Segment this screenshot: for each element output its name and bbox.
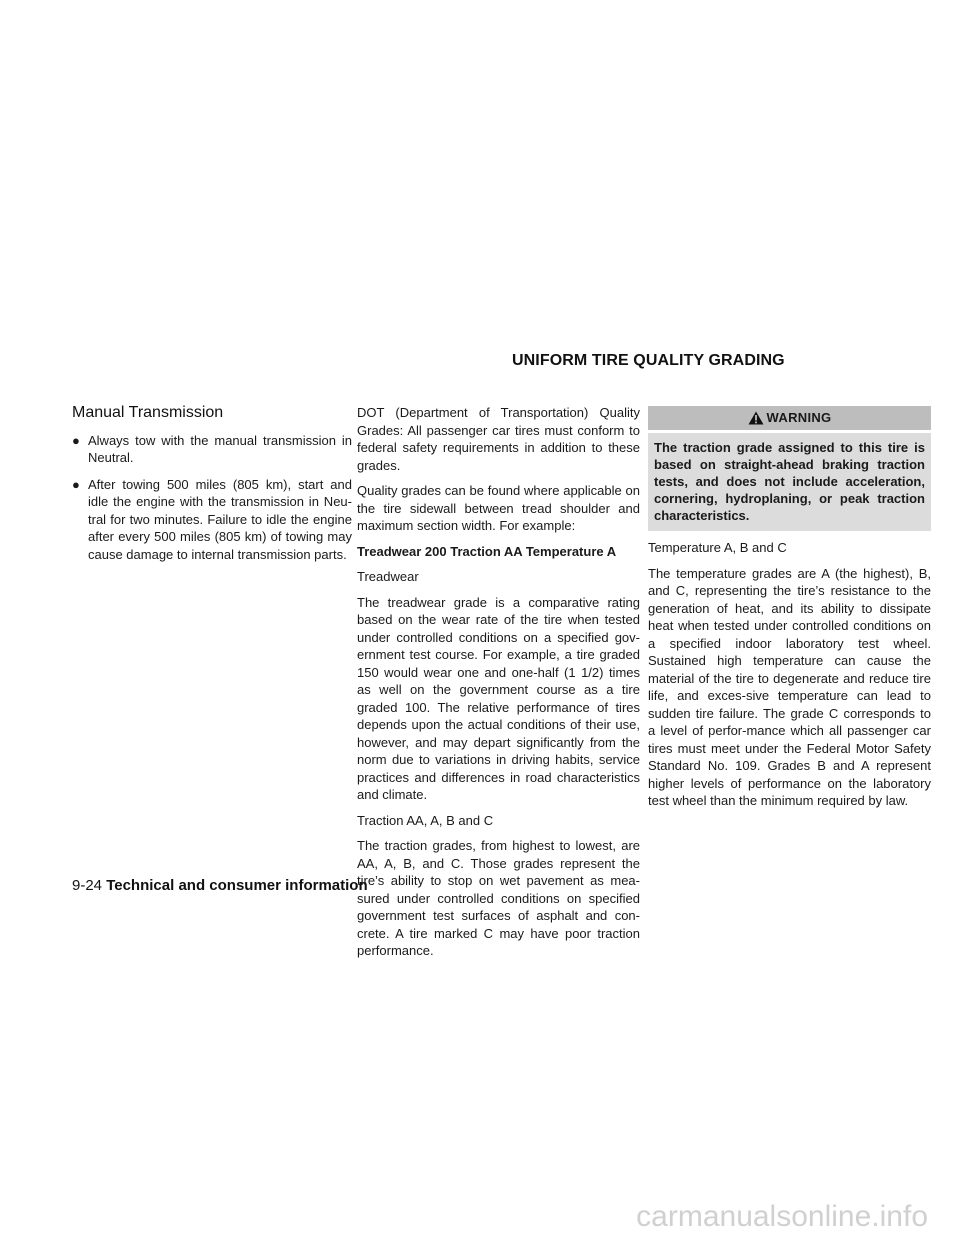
treadwear-heading: Treadwear [357,569,419,584]
subheading-manual-transmission: Manual Transmission [72,404,224,421]
paragraph-quality-grades-location: Quality grades can be found where applicable on the tire sidewall between tread shoulder and maximum section width. For example: [357,483,640,533]
page-footer [72,877,368,894]
list-item-text: Always tow with the manual transmission in Neutral. [88,432,352,465]
traction-heading: Traction AA, A, B and C [357,812,494,828]
column-right [648,404,931,818]
page-number: 9-24 [72,877,103,894]
paragraph-treadwear: The treadwear grade is a comparative rating based on the wear rate of the tire when tested under controlled conditions on a specified gov-ernment test course. For example, a tire graded 150 would wear one and one-half (1 1/2) times as well on the government course as a tire graded 100. The relative performance of tires depends upon the actual conditions of their use, however, and may depart significantly from the norm due to variations in driving habits, service practices and differences in road characteristics and climate. [357,594,640,802]
paragraph-traction: The traction grades, from highest to lowest, are AA, A, B, and C. Those grades represent the tire’s ability to stop on wet pavement as mea-sured under controlled conditions on specified government test surfaces of asphalt and con-crete. A tire marked C may have poor traction performance. [357,838,640,958]
warning-label: WARNING [766,410,832,426]
warning-icon [748,411,764,425]
paragraph-temperature: The temperature grades are A (the highest), B, and C, representing the tire’s resistance to the generation of heat, and its ability to dissipate heat when tested under controlled conditions on a specified indoor laboratory test wheel. Sustained high temperature can cause the material of the tire to degenerate and reduce tire life, and exces-sive temperature can lead to sudden tire failure. The grade C corresponds to a level of perfor-mance which all passenger car tires must meet under the Federal Motor Safety Standard No. 109. Grades B and A represent higher levels of performance on the laboratory test wheel than the minimum required by law. [648,565,931,808]
section-heading: UNIFORM TIRE QUALITY GRADING [512,352,785,369]
temperature-heading: Temperature A, B and C [648,540,787,555]
bullet-icon: ● [72,476,80,492]
list-item [72,432,352,467]
watermark-logo: carmanualsonline.info [636,1200,928,1233]
page-title: Technical and consumer information [106,877,368,894]
warning-header [648,406,931,430]
column-left [72,404,352,572]
paragraph-dot-grades: DOT (Department of Transportation) Quality Grades: All passenger car tires must conform to federal safety requirements in addition to these grades. [357,405,640,473]
list-item [72,476,352,564]
bullet-icon: ● [72,432,80,448]
example-grade: Treadwear 200 Traction AA Temperature A [357,543,617,559]
bullet-list [72,432,352,564]
list-item-text: After towing 500 miles (805 km), start and idle the engine with the transmission in Neu-tral for two minutes. Failure to idle the engine after every 500 miles (805 km) of towing may cause damage to internal transmission parts. [88,476,352,562]
warning-text: The traction grade assigned to this tire is based on straight-ahead braking traction tests, and does not include acceleration, cornering, hydroplaning, or peak traction characteristics. [648,433,931,531]
column-middle [357,404,640,968]
warning-box [648,406,931,531]
